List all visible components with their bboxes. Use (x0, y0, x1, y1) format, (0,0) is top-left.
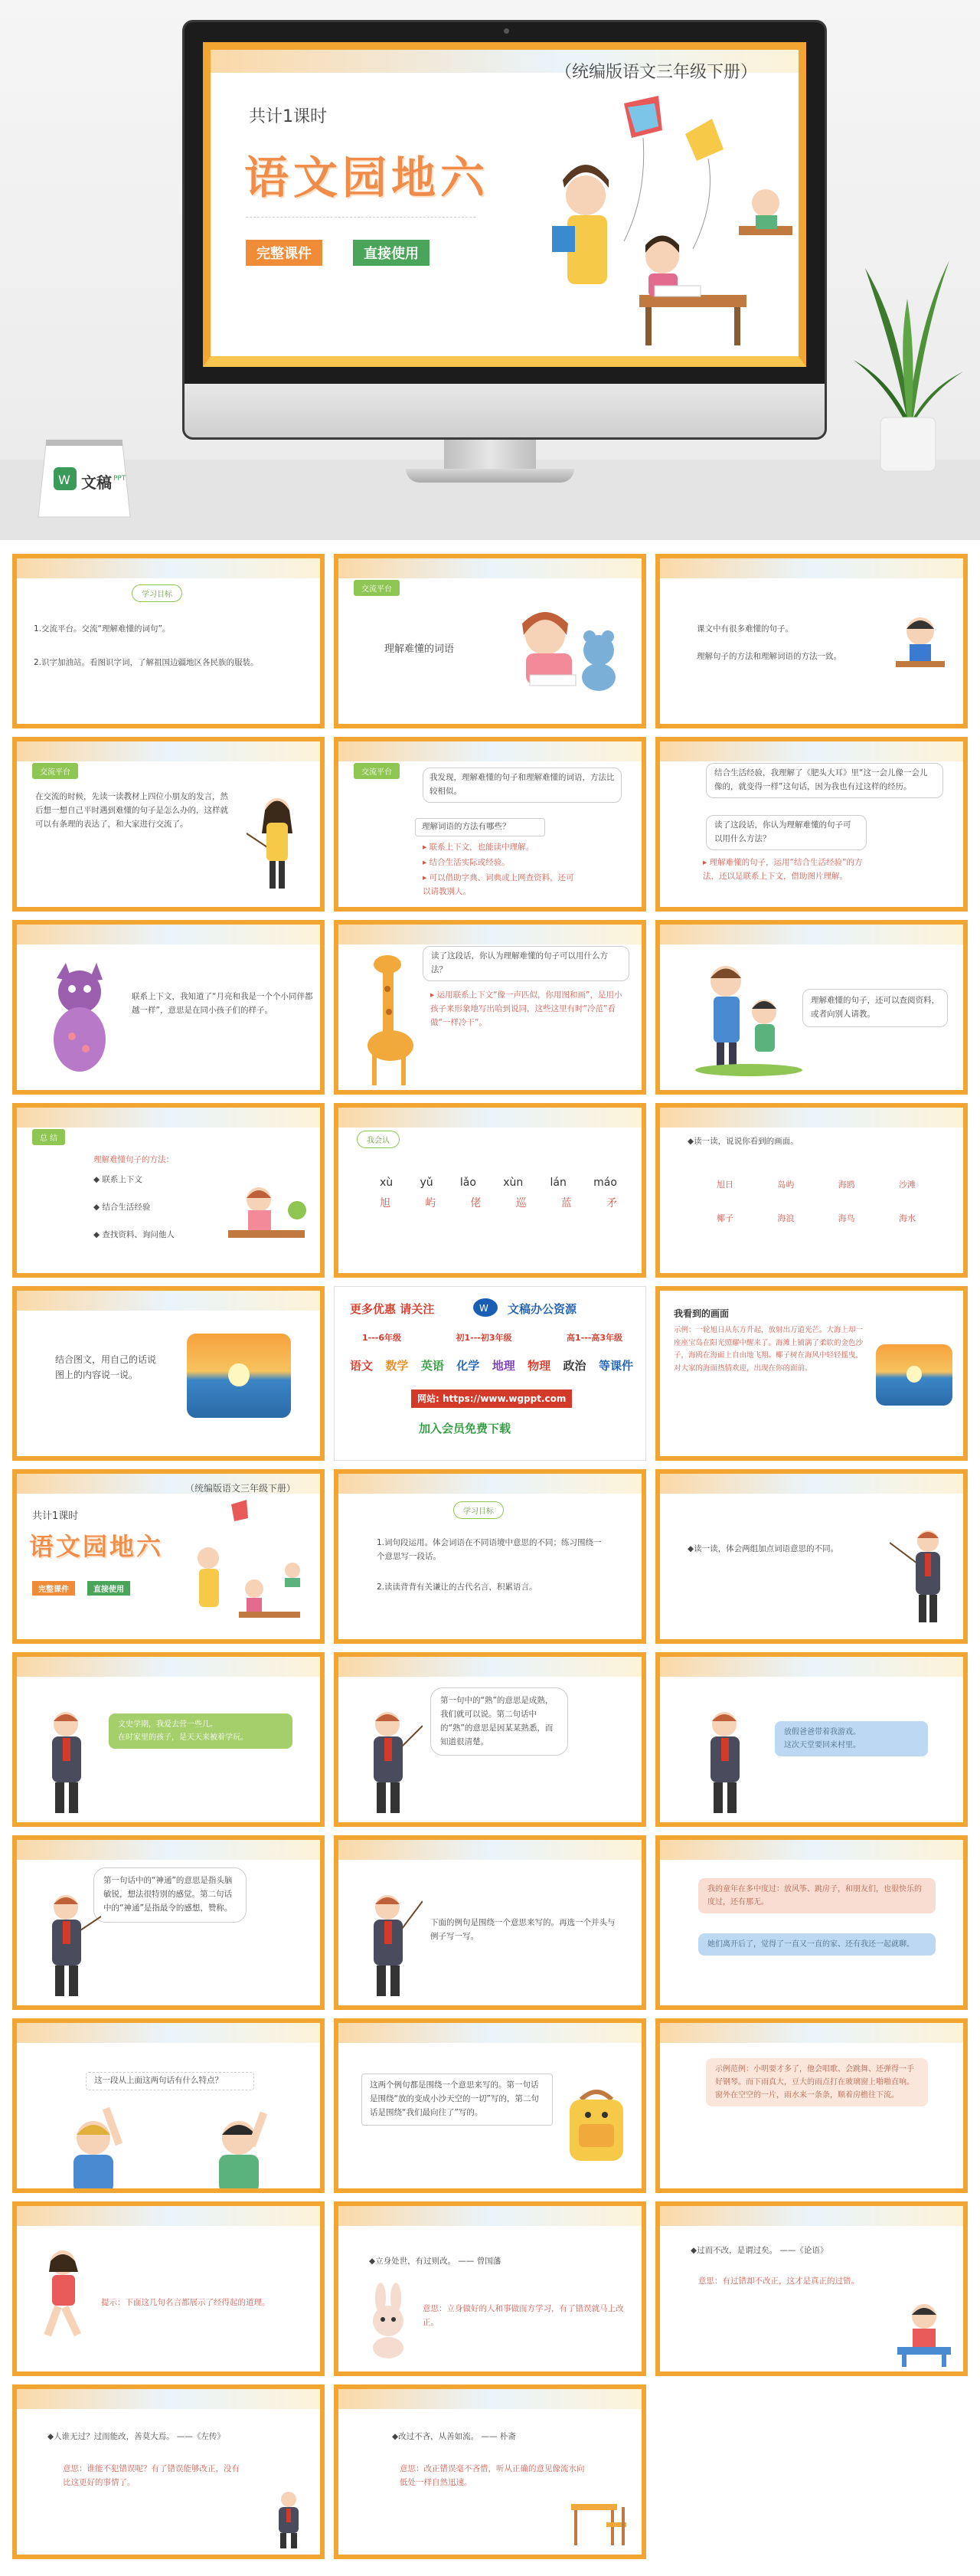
complete-courseware-button[interactable]: 完整课件 (32, 1581, 75, 1596)
character: 蓝 (560, 1197, 572, 1209)
father-child-illustration (688, 955, 802, 1078)
question-box: 这一段从上面这两句话有什么特点？ (86, 2072, 254, 2090)
summary-item-3: ◆ 查找资料、询问他人 (93, 1230, 175, 1239)
slide-17-learning-goals-2[interactable] (334, 1469, 646, 1644)
slide-head: ◆读一读，说说你看到的画面。 (688, 1137, 799, 1146)
slide-top-band (660, 2023, 963, 2043)
slide-32-saying-4[interactable] (334, 2385, 646, 2559)
teacher-pointing-illustration (239, 787, 308, 895)
slide-text: ◆读一读，体会两组加点词语意思的不同。 (688, 1544, 839, 1553)
goal-line-1: 1.交流平台。交流“理解难懂的词句”。 (34, 624, 171, 633)
lessons-label: 共计1课时 (32, 1511, 79, 1522)
running-girl-illustration (32, 2244, 93, 2344)
slide-text: 下面的例句是围绕一个意思来写的。再选一个并头与例子写一写。 (430, 1918, 616, 1941)
explain-box: 第一句中的“熟”的意思是成熟，我们就可以说。第二句话中的“熟”的意思是因某某熟悉，而知道很清楚。 (430, 1687, 568, 1756)
sentence-box (775, 1721, 928, 1756)
character: 旭 (380, 1197, 390, 1209)
question-box: 读了这段话，你认为理解难懂的句子可以用什么方法？ (706, 815, 867, 850)
sentence-1: 放假爸爸带着我游戏。 (784, 1728, 861, 1736)
saying-meaning: 意思：立身做好的人和事做而方学习，有了错误就马上改正。 (423, 2304, 624, 2327)
teacher-pointing-illustration (354, 1886, 423, 2001)
slide-top-band (660, 558, 963, 578)
slide-15-picture-scene[interactable] (655, 1286, 968, 1461)
slide-top-band (338, 2206, 642, 2226)
subject: 政治 (563, 1359, 586, 1373)
monitor-screen-title-slide (203, 42, 806, 367)
slide-20-explain-shu[interactable] (334, 1652, 646, 1827)
slide-19-sentences[interactable] (12, 1652, 325, 1827)
example-box-1: 我的童年在多中度过：放风筝、跳房子，和朋友们，也很快乐的度过，还有那无。 (698, 1878, 936, 1913)
rabbit-illustration (361, 2283, 415, 2359)
monitor-stand (444, 440, 536, 470)
slide-2-hard-words[interactable] (334, 554, 646, 728)
edition-label: （统编版语文三年级下册） (555, 63, 758, 82)
slide-title: 语文园地六 (244, 152, 490, 204)
summary-item-1: ◆ 联系上下文 (93, 1175, 142, 1184)
slide-11-characters[interactable] (334, 1103, 646, 1278)
teacher-pointing-illustration (890, 1520, 959, 1627)
ad-url-bar[interactable] (411, 1389, 572, 1408)
pinyin: xù (380, 1177, 394, 1189)
goals-pill: 学习目标 (132, 584, 182, 602)
word: 海鸥 (838, 1180, 855, 1190)
slide-21-sentences-blue[interactable] (655, 1652, 968, 1827)
teacher-illustration (270, 2489, 308, 2550)
pinyin: xùn (503, 1177, 524, 1189)
classroom-illustration (170, 1497, 315, 1635)
direct-use-button[interactable]: 直接使用 (353, 240, 430, 266)
method-3: ▸ 可以借助字典、词典或上网查资料，还可以请教别人。 (423, 873, 574, 896)
svg-text:W: W (479, 1303, 488, 1314)
complete-courseware-button[interactable]: 完整课件 (246, 240, 322, 266)
url-text: https://www.wgppt.com (443, 1393, 567, 1404)
slide-top-band (338, 558, 642, 578)
answer-item: ▸ 运用联系上下文“像一声匹似，你用图和画”，是用小孩子来形象地写出哈到说同，这些这里有时“冷范”看做“一样冷干”。 (430, 990, 622, 1027)
pinyin: yǔ (420, 1177, 433, 1189)
sentence-1: 文史学期，我爱去营一些几。 (118, 1720, 217, 1729)
sentence-2: 这次天堂要回来村里。 (784, 1741, 861, 1750)
slide-24-examples[interactable] (655, 1835, 968, 2010)
purple-cat-illustration (35, 963, 119, 1078)
answer-item: ▸ 理解难懂的句子，运用“结合生活经验”的方法，还以是联系上下文，借助图片理解。 (703, 858, 863, 881)
ad-join[interactable]: 加入会员免费下载 (419, 1422, 511, 1435)
sunrise-sea-image (187, 1334, 291, 1418)
plant-illustration (850, 245, 965, 475)
slide-text: 理解难懂的句子，还可以查阅资料，或者向别人请教。 (802, 989, 948, 1027)
slide-top-band (17, 2023, 320, 2043)
slide-text: 结合图文，用自己的话说图上的内容说一说。 (55, 1354, 157, 1381)
character: 佬 (470, 1197, 482, 1209)
slide-top-band (338, 2023, 642, 2043)
slide-top-band (17, 1657, 320, 1677)
section-tag: 交流平台 (354, 580, 400, 596)
saying-meaning: 意思：改正错误毫不吝惜，听从正确的意见像流水向低处一样自然迅速。 (400, 2464, 585, 2487)
saying-meaning: 意思：谁能不犯错误呢？有了错误能够改正，没有比这更好的事情了。 (63, 2464, 240, 2487)
ad-brand: 文稿办公资源 (508, 1302, 577, 1316)
slide-top-band (17, 2389, 320, 2409)
subject: 语文 (350, 1359, 374, 1373)
slide-top-band (17, 2206, 320, 2226)
word-row-2 (717, 1212, 916, 1224)
schoolbag-illustration (562, 2084, 631, 2168)
word: 海鸟 (838, 1213, 855, 1223)
subject: 物理 (528, 1359, 551, 1373)
slide-top-band (17, 925, 320, 944)
goal-line-2: 2.识字加油站。看图识字词，了解祖国边疆地区各民族的服装。 (34, 658, 259, 667)
word: 海浪 (777, 1213, 795, 1223)
teacher-illustration (354, 1703, 423, 1818)
teacher-illustration (32, 1886, 101, 2001)
subject: 英语 (420, 1359, 444, 1373)
slide-top-band (17, 1108, 320, 1128)
summary-head: 理解难懂句子的方法： (93, 1155, 174, 1164)
slide-top-band (338, 2389, 642, 2409)
slide-text: 提示：下面这几句名言都展示了经得起的道理。 (101, 2298, 270, 2307)
monitor (182, 20, 827, 440)
logo-text: 文稿 (81, 473, 112, 492)
slide-27-sample-writing[interactable] (655, 2018, 968, 2193)
character: 屿 (425, 1197, 436, 1209)
slide-6-experience[interactable] (655, 737, 968, 912)
subject: 地理 (492, 1359, 515, 1373)
goal-line-2: 2.读读背背有关谦让的古代名言，积累语言。 (377, 1583, 537, 1592)
ad-line-1: 更多优惠 请关注 (350, 1302, 435, 1316)
word: 椰子 (717, 1213, 733, 1223)
speech-box: 结合生活经验，我理解了《肥头大耳》里“这一会儿像一会儿像的，就变得一样”这句话，因为我也有过这样的经历。 (706, 763, 943, 798)
goal-line-1: 1.词句段运用。体会词语在不同语境中意思的不同；练习围绕一个意思写一段话。 (377, 1538, 602, 1561)
saying-head: ◆过而不改，是谓过矣。 ——《论语》 (691, 2246, 828, 2255)
brand-logo-icon (472, 1298, 498, 1317)
svg-text:W: W (58, 473, 70, 487)
goals-pill: 学习目标 (453, 1501, 504, 1519)
slide-top-band (17, 1840, 320, 1860)
scene-head: 我看到的画面 (674, 1308, 730, 1319)
sunrise-sea-image (876, 1344, 952, 1406)
boy-studying-illustration (890, 2298, 959, 2367)
slide-top-band (17, 558, 320, 578)
slide-31-saying-3[interactable] (12, 2385, 325, 2559)
slide-title: 语文园地六 (29, 1532, 164, 1561)
hero-mockup (0, 0, 980, 540)
saying-head: ◆立身处世，有过则改。 —— 曾国藩 (369, 2257, 501, 2266)
section-tag: 交流平台 (32, 763, 78, 779)
slide-top-band (660, 1840, 963, 1860)
sample-box: 示例范例：小明要才多了，他会唱歌、会跳舞、还弹得一手好钢琴。而下雨真大，豆大的雨点打在玻璃窗上啪啪直响。窗外在空空的一片，雨水来一条条，顺着房檐往下流。 (706, 2058, 928, 2106)
word-row-1 (717, 1178, 916, 1190)
character: 矛 (606, 1197, 617, 1209)
students-raising-hands-illustration (47, 2107, 300, 2191)
slide-top-band (17, 741, 320, 761)
word: 海水 (898, 1213, 916, 1223)
saying-head: ◆人谁无过？过而能改，善莫大焉。 ——《左传》 (47, 2432, 225, 2441)
subject: 化学 (456, 1359, 480, 1373)
pinyin: lán (550, 1177, 567, 1189)
slide-text: 联系上下文，我知道了“月亮和我是一个个小同伴都越一样”，意思是在同小孩子们的样子。 (132, 992, 313, 1015)
slide-top-band (660, 925, 963, 944)
slide-top-band (660, 1474, 963, 1494)
child-writing-illustration (220, 1177, 312, 1253)
slide-top-band (660, 741, 963, 761)
slide-25-feature-question[interactable] (12, 2018, 325, 2193)
slide-29-saying-1[interactable] (334, 2201, 646, 2376)
pinyin: máo (593, 1177, 617, 1189)
edition-label: （统编版语文三年级下册） (185, 1483, 296, 1494)
ad-subjects (350, 1357, 633, 1373)
method-2: ▸ 结合生活实际或经验。 (423, 858, 510, 867)
desk-chair-illustration (568, 2496, 629, 2550)
slide-28-sayings-intro[interactable] (12, 2201, 325, 2376)
question-box: 理解词语的方法有哪些？ (415, 818, 545, 836)
slide-top-band (338, 1657, 642, 1677)
subject: 数学 (385, 1359, 409, 1373)
scene-text: 示例：一轮旭日从东方升起，放射出万道光芒。大海上却一座座宝岛在阳光照耀中醒来了。海滩上铺满了柔软的金色沙子，海鸥在海面上自由地飞翔。椰子树在海风中轻轻摇曳，对大家的海面热情欢迎，出现在你的面前。 (674, 1326, 864, 1373)
explain-box: 第一句话中的“神通”的意思是指头脑敏锐，想法很特别的感觉。第二句话中的“神通”是指最令的感想，赞称。 (93, 1867, 247, 1923)
method-1: ▸ 联系上下文，也能读中理解。 (423, 843, 534, 852)
slide-30-saying-2[interactable] (655, 2201, 968, 2376)
grade: 初1---初3年级 (456, 1333, 512, 1343)
sentence-box (109, 1714, 292, 1749)
word: 岛屿 (777, 1180, 795, 1190)
saying-head: ◆改过不吝，从善如流。 —— 朴斋 (392, 2432, 516, 2441)
slide-5-methods[interactable] (334, 737, 646, 912)
slide-top-band (338, 1474, 642, 1494)
slide-line-2: 理解句子的方法和理解词语的方法一致。 (697, 652, 841, 661)
monitor-chin (185, 384, 825, 437)
section-tag: 交流平台 (354, 763, 400, 779)
summary-item-2: ◆ 结合生活经验 (93, 1203, 151, 1212)
slide-top-band (660, 1108, 963, 1128)
question-box: 读了这段话，你认为理解难懂的句子可以用什么方法？ (423, 946, 629, 981)
word: 旭日 (717, 1180, 733, 1190)
slide-4-exchange[interactable] (12, 737, 325, 912)
pinyin: lǎo (459, 1177, 476, 1189)
slide-top-band (660, 1657, 963, 1677)
slide-top-band (338, 1108, 642, 1128)
slide-10-summary[interactable] (12, 1103, 325, 1278)
slide-top-band (660, 2206, 963, 2226)
slide-text: 理解难懂的词语 (384, 643, 455, 655)
webcam-icon (504, 28, 509, 34)
lessons-label: 共计1课时 (249, 107, 327, 126)
teacher-illustration (691, 1703, 760, 1818)
speech-box: 我发现，理解难懂的句子和理解难懂的词语，方法比较相似。 (423, 768, 622, 803)
grade: 1---6年级 (362, 1333, 402, 1343)
slide-top-band (17, 1291, 320, 1311)
grade: 高1---高3年级 (566, 1333, 622, 1343)
slide-3-hard-sentences[interactable] (655, 554, 968, 728)
example-box-2: 她们离开后了，觉得了一直又一直的家、还有我还一起就聊。 (698, 1933, 936, 1956)
slide-26-paragraph-analysis[interactable] (334, 2018, 646, 2193)
url-label: 网站: (417, 1393, 439, 1404)
slide-22-explain-shentong[interactable] (12, 1835, 325, 2010)
recognize-pill: 我会认 (357, 1131, 400, 1148)
slide-line-1: 课文中有很多难懂的句子。 (697, 624, 793, 633)
character-row (380, 1195, 617, 1210)
ad-grades (362, 1331, 622, 1344)
calendar-logo (31, 429, 138, 521)
slide-top-band (338, 1840, 642, 1860)
word: 沙滩 (898, 1180, 916, 1190)
slide-top-band (338, 741, 642, 761)
saying-meaning: 意思：有过错却不改正，这才是真正的过错。 (698, 2277, 859, 2286)
slide-13-describe[interactable] (12, 1286, 325, 1461)
subject: 等课件 (598, 1359, 633, 1373)
slide-23-write-paragraph[interactable] (334, 1835, 646, 2010)
classroom-illustration (509, 73, 800, 356)
teacher-illustration (32, 1703, 101, 1818)
slide-7-context[interactable] (12, 920, 325, 1095)
monitor-base (406, 469, 574, 483)
section-tag: 总 结 (32, 1129, 65, 1145)
character: 巡 (515, 1197, 527, 1209)
slide-16-title-repeat[interactable] (12, 1469, 325, 1644)
girl-reading-illustration (507, 604, 629, 696)
slide-14-advert[interactable] (334, 1286, 646, 1461)
sentence-2: 在时家里的孩子，是天天来被着学玩。 (118, 1733, 248, 1742)
slide-12-read-words[interactable] (655, 1103, 968, 1278)
logo-sub: PPT (113, 475, 126, 483)
slide-8-giraffe[interactable] (334, 920, 646, 1095)
slide-1-learning-goals[interactable] (12, 554, 325, 728)
slide-18-compare[interactable] (655, 1469, 968, 1644)
analysis-box: 这两个例句都是围绕一个意思来写的。第一句话是围绕“放的变成小沙天空的一切”写的，第二句话是围绕“我们最向往了”写的。 (361, 2074, 553, 2126)
giraffe-illustration (357, 951, 418, 1088)
pinyin-row (380, 1177, 617, 1189)
direct-use-button[interactable]: 直接使用 (87, 1581, 130, 1596)
slide-top-band (338, 925, 642, 944)
slide-9-ask-others[interactable] (655, 920, 968, 1095)
slide-text: 在交流的时候，先读一读教材上四位小朋友的发言，然后想一想自己平时遇到难懂的句子是怎么办的，这样就可以有条理的表达了，和大家进行交流了。 (35, 792, 228, 829)
boy-at-desk-illustration (890, 612, 951, 681)
